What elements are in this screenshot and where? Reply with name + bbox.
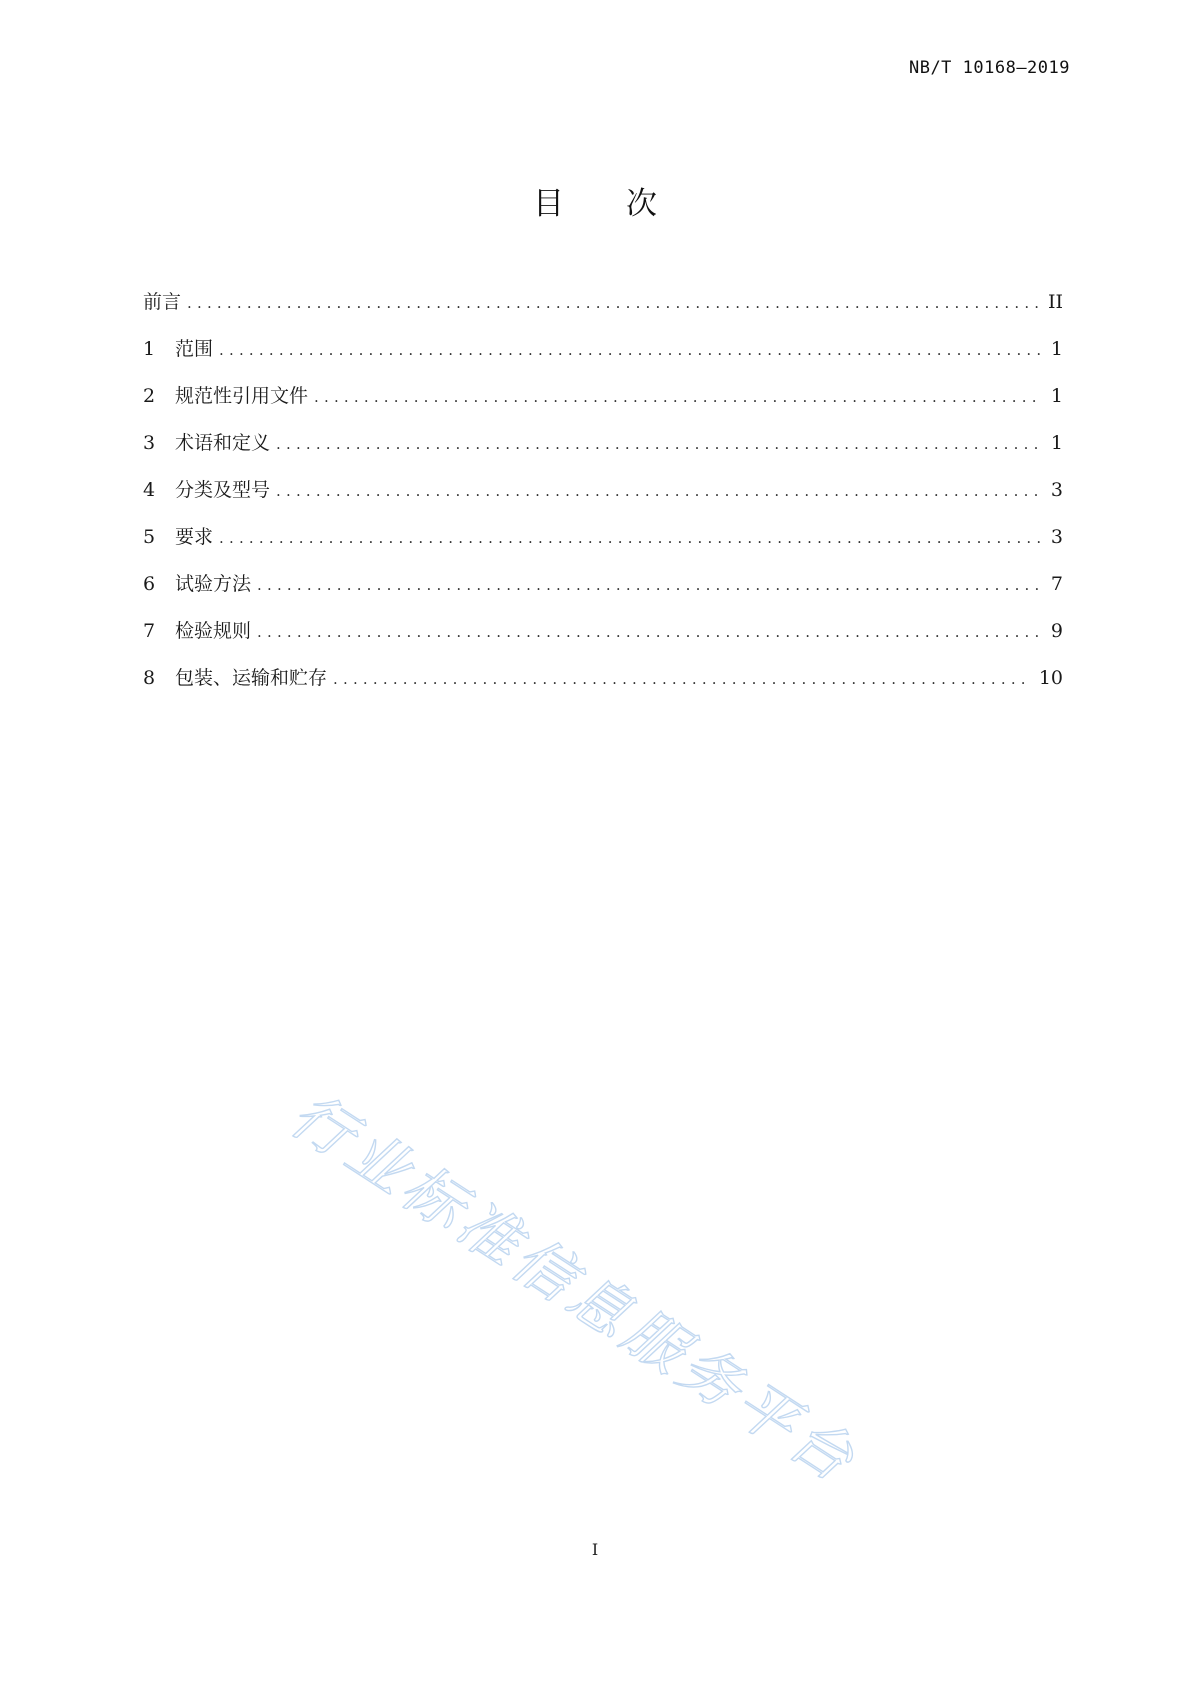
toc-entry-number: 7 [143, 620, 156, 642]
toc-entry-foreword[interactable] [143, 290, 1063, 337]
page-number: I [591, 1540, 599, 1559]
toc-dot-leader [276, 479, 1043, 503]
toc-entry-terms-definitions[interactable] [143, 431, 1063, 478]
toc-dot-leader [219, 338, 1043, 362]
toc-dot-leader [187, 291, 1040, 315]
toc-dot-leader [276, 432, 1043, 456]
toc-entry-number: 6 [143, 573, 156, 595]
toc-entry-page: 10 [1038, 667, 1063, 689]
toc-entry-normative-references[interactable] [143, 384, 1063, 431]
toc-entry-number: 5 [143, 526, 156, 548]
toc-entry-inspection-rules[interactable] [143, 619, 1063, 666]
toc-entry-page: II [1047, 291, 1063, 313]
toc-entry-page: 3 [1050, 526, 1063, 548]
toc-entry-number: 8 [143, 667, 156, 689]
toc-entry-classification[interactable] [143, 478, 1063, 525]
toc-entry-number: 2 [143, 385, 156, 407]
toc-entry-label: 要求 [175, 526, 214, 548]
toc-entry-label: 分类及型号 [175, 479, 271, 501]
toc-entry-test-methods[interactable] [143, 572, 1063, 619]
toc-entry-page: 7 [1050, 573, 1063, 595]
table-of-contents [143, 290, 1063, 713]
toc-entry-page: 1 [1050, 385, 1063, 407]
toc-entry-page: 9 [1050, 620, 1063, 642]
toc-entry-number: 1 [143, 338, 156, 360]
toc-dot-leader [219, 526, 1043, 550]
toc-entry-page: 3 [1050, 479, 1063, 501]
toc-entry-label: 包装、运输和贮存 [175, 667, 328, 689]
toc-dot-leader [257, 620, 1043, 644]
watermark: 行业标准信息服务平台 [278, 1079, 870, 1499]
toc-entry-scope[interactable] [143, 337, 1063, 384]
toc-entry-page: 1 [1050, 338, 1063, 360]
toc-entry-label: 试验方法 [175, 573, 252, 595]
standard-code: NB/T 10168—2019 [908, 58, 1070, 78]
toc-entry-label: 术语和定义 [175, 432, 271, 454]
toc-entry-label: 前言 [143, 291, 182, 313]
toc-entry-label: 范围 [175, 338, 214, 360]
toc-entry-label: 规范性引用文件 [175, 385, 309, 407]
toc-entry-label: 检验规则 [175, 620, 252, 642]
toc-entry-packaging-transport-storage[interactable] [143, 666, 1063, 713]
toc-entry-number: 3 [143, 432, 156, 454]
toc-dot-leader [333, 667, 1031, 691]
toc-dot-leader [257, 573, 1043, 597]
toc-entry-number: 4 [143, 479, 156, 501]
toc-dot-leader [314, 385, 1043, 409]
page-title: 目次 [533, 186, 719, 222]
toc-entry-page: 1 [1050, 432, 1063, 454]
toc-entry-requirements[interactable] [143, 525, 1063, 572]
